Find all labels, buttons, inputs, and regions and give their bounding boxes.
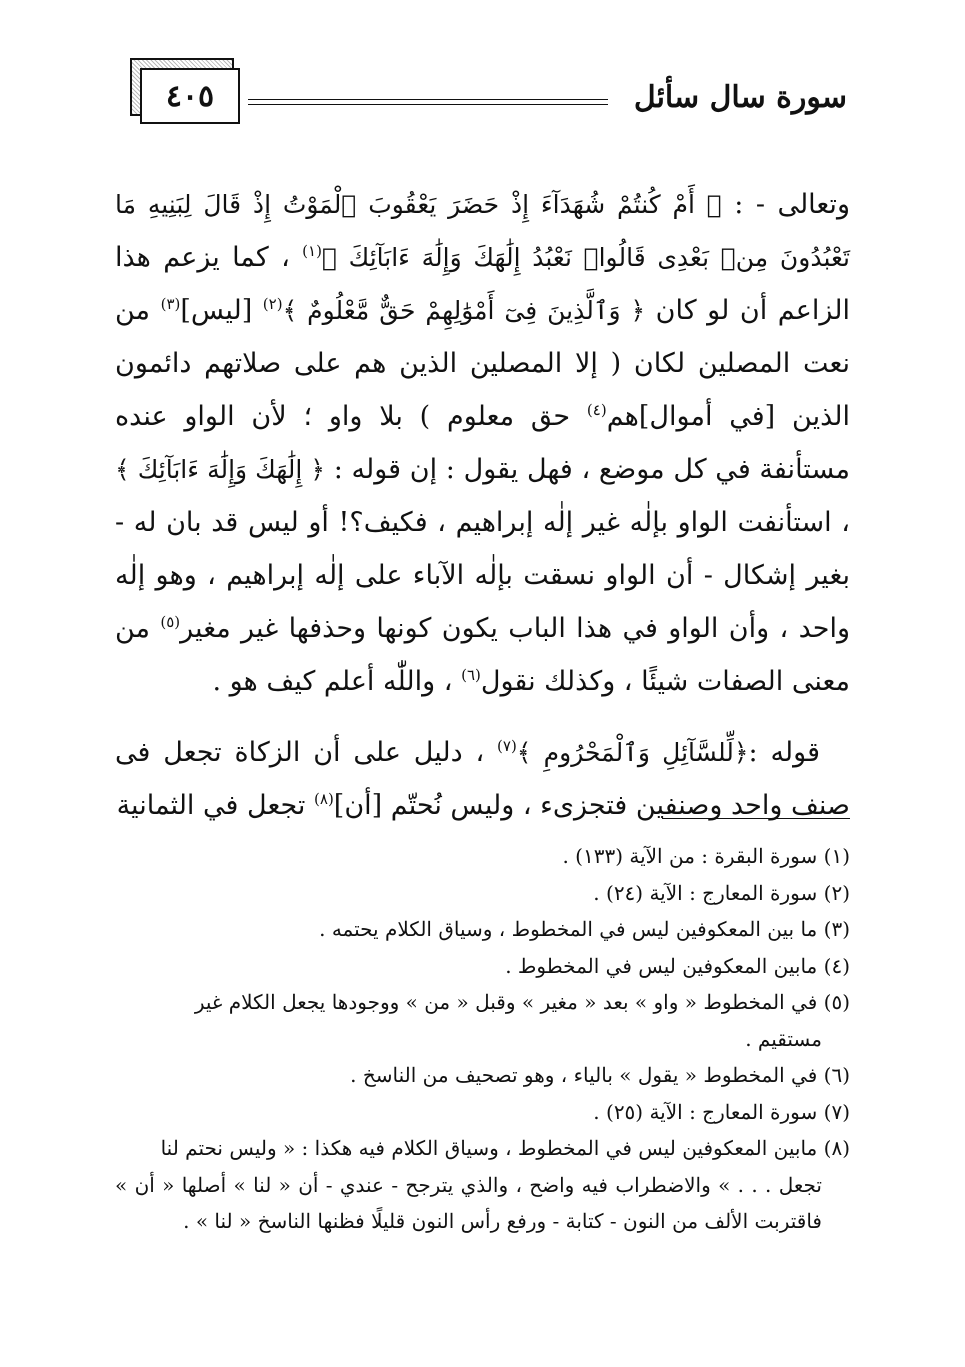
text-segment: [ليس] xyxy=(180,295,263,326)
footnote-ref: (٤) xyxy=(586,401,607,419)
quran-quote: ﴿لِّلسَّآئِلِ وَٱلْمَحْرُومِ ﴾ xyxy=(516,738,749,767)
text-segment: ، كما يزعم هذا الزاعم أن لو كان xyxy=(115,242,850,326)
footnote-3: (٣) ما بين المعكوفين ليس في المخطوط ، وسياق الكلام يحتمه . xyxy=(319,917,850,941)
paragraph-2 xyxy=(115,726,850,832)
footnote-5-continuation: مستقيم . xyxy=(745,1026,822,1051)
footnote-6: (٦) في المخطوط « يقول » بالياء ، وهو تصحيف من الناسخ . xyxy=(350,1063,850,1087)
footnote-ref: (٧) xyxy=(497,737,517,755)
page-number: ٤٠٥ xyxy=(140,68,240,124)
quran-quote: ﴿ إِلَٰهَكَ وَإِلَٰهَ ءَابَآئِكَ ﴾ xyxy=(115,455,326,484)
footnote-7: (٧) سورة المعارج : الآية (٢٥) . xyxy=(593,1099,850,1124)
footnote-ref: (٦) xyxy=(461,666,481,684)
text-segment: ، دليل على أن الزكاة تجعل فى صنف واحد وصنفين فتجزىء ، وليس نُحتّم [أن] xyxy=(115,737,850,821)
text-segment: من معنى الصفات شيئًا ، وكذلك نقول xyxy=(115,613,850,697)
footnote-2: (٢) سورة المعارج : الآية (٢٤) . xyxy=(593,880,850,905)
text-segment: من نعت المصلين لكان ( إلا المصلين الذين هم على صلاتهم دائمون الذين [في أموال]هم xyxy=(115,295,850,432)
quran-quote: ﴿ أَمْ كُنتُمْ شُهَدَآءَ إِذْ حَضَرَ يَعْقُوبَ ٱلْمَوْتُ إِذْ قَالَ لِبَنِيهِ مَا تَعْبُدُونَ مِنۢ بَعْدِى قَالُوا۟ نَعْبُدُ إِلَٰهَكَ وَإِلَٰهَ ءَابَآئِكَ ﴾ xyxy=(115,190,851,272)
main-text xyxy=(115,178,850,832)
running-title: سورة سال سأئل xyxy=(633,80,847,115)
footnote-ref: (٣) xyxy=(160,295,181,313)
footnotes xyxy=(115,838,850,1240)
footnote-8-continuation: تجعل . . . » والاضطراب فيه واضح ، والذي يترجح - عندي - أن « لنا » أصلها « أن » فاقتربت الألف من النون - كتابة - ورفع رأس النون قليلًا فظنها الناسخ « لنا » . xyxy=(115,1172,822,1233)
footnote-ref: (١) xyxy=(302,242,322,260)
text-segment: قوله : xyxy=(748,737,820,768)
footnote-5: (٥) في المخطوط « واو » بعد « مغير » وقبل « من » ووجودها يجعل الكلام غير xyxy=(194,990,850,1014)
text-segment: ، استأنفت الواو بإلٰه غير إلٰه إبراهيم ، فكيف؟! أو ليس قد بان له - بغير إشكال - أن الواو نسقت بإلٰه الآباء على إلٰه إبراهيم ، وهو إلٰه واحد ، وأن الواو في هذا الباب يكون كونها وحذفها غير مغير xyxy=(115,507,850,644)
footnote-ref: (٨) xyxy=(314,790,334,808)
text-segment: وتعالى - : xyxy=(721,189,850,220)
paragraph-1 xyxy=(115,178,850,708)
text-segment: تجعل في الثمانية xyxy=(116,790,315,821)
text-segment: ، واللّٰه أعلم كيف هو . xyxy=(212,666,462,697)
header-rule xyxy=(248,99,608,100)
page-number-frame xyxy=(130,58,242,124)
footnote-ref: (٢) xyxy=(262,295,283,313)
footnote-ref: (٥) xyxy=(160,613,181,631)
footnote-1: (١) سورة البقرة : من الآية (١٣٣) . xyxy=(562,844,850,868)
header-rule-secondary xyxy=(248,104,608,105)
footnote-8: (٨) مابين المعكوفين ليس في المخطوط ، وسياق الكلام فيه هكذا : « وليس نحتم لنا xyxy=(160,1136,850,1160)
footnote-separator xyxy=(662,818,850,819)
footnote-4: (٤) مابين المعكوفين ليس في المخطوط . xyxy=(505,953,850,978)
text-segment: حق معلوم ) بلا واو ؛ لأن الواو عنده مستأنفة في كل موضع ، فهل يقول : إن قوله : xyxy=(115,401,850,485)
quran-quote: ﴿ وَٱلَّذِينَ فِىٓ أَمْوَٰلِهِمْ حَقٌّ مَّعْلُومٌ ﴾ xyxy=(282,296,646,325)
